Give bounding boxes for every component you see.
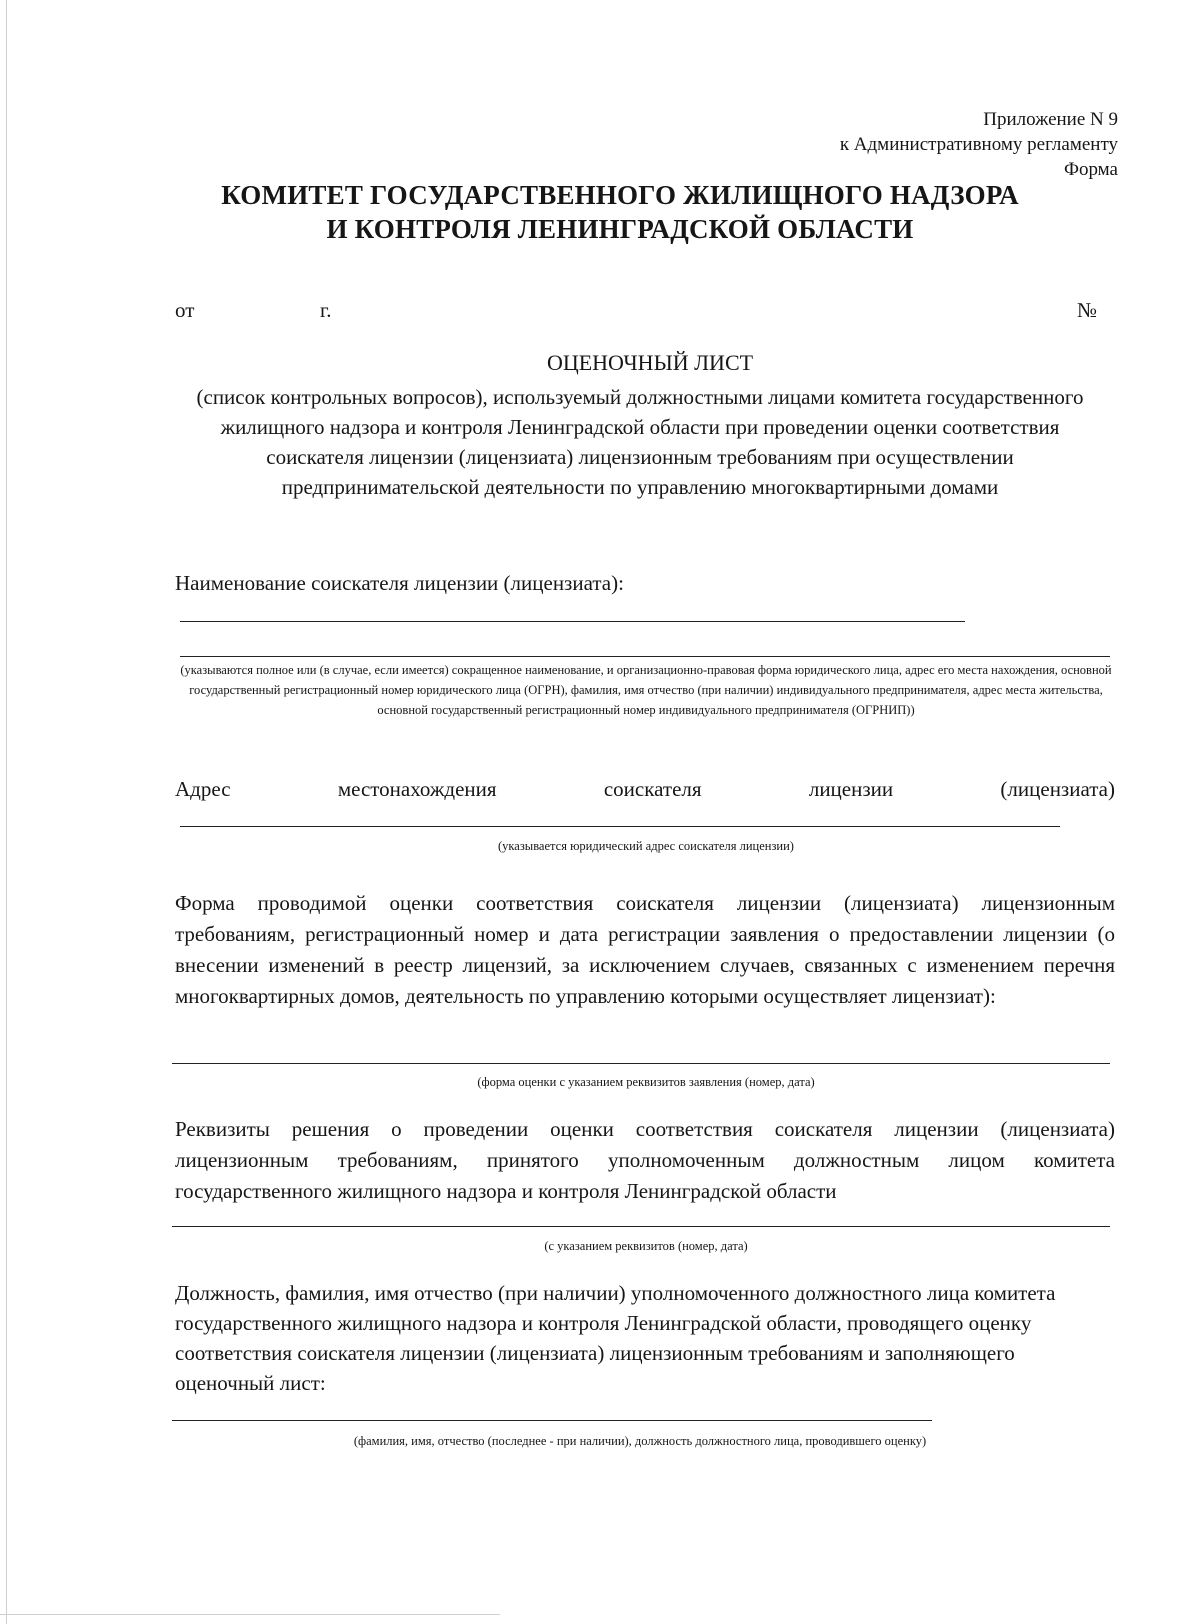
document-title: ОЦЕНОЧНЫЙ ЛИСТ	[546, 350, 754, 375]
applicant-name-label: Наименование соискателя лицензии (лицензиата):	[175, 571, 624, 595]
applicant-address-line	[180, 826, 1060, 827]
document-number-label: №	[1077, 298, 1098, 322]
appendix-block	[840, 107, 1118, 182]
applicant-address-label: Адрес местонахождения соискателя лицензии (лицензиата)	[175, 777, 1115, 801]
official-line	[172, 1420, 932, 1421]
date-from-label: от	[175, 298, 195, 322]
form-label: Форма	[1063, 159, 1118, 180]
applicant-name-note: (указываются полное или (в случае, если имеется) сокращенное наименование, и организационно-правовая форма юридического лица, адрес его места нахождения, основной государственный регистрационный номер юридического лица (ОГРН), фамилия, имя отчество (при наличии) индивидуального предпринимателя, адрес места жительства, основной государственный регистрационный номер индивидуального предпринимателя (ОГРНИП))	[180, 663, 1112, 717]
appendix-number: Приложение N 9	[983, 109, 1118, 130]
applicant-name-line-2	[180, 656, 1110, 657]
decision-note: (с указанием реквизитов (номер, дата)	[544, 1239, 748, 1253]
assessment-form-line	[172, 1063, 1110, 1064]
document-subtitle: (список контрольных вопросов), используемый должностными лицами комитета государственного жилищного надзора и контроля Ленинградской области при проведении оценки соответствия соискателя лицензии (лицензиата) лицензионным требованиям при осуществлении предпринимательской деятельности по управлению многоквартирными домами	[196, 385, 1084, 499]
date-year-label: г.	[320, 298, 332, 322]
official-label: Должность, фамилия, имя отчество (при наличии) уполномоченного должностного лица комитета государственного жилищного надзора и контроля Ленинградской области, проводящего оценку соответствия соискателя лицензии (лицензиата) лицензионным требованиям и заполняющего оценочный лист:	[175, 1281, 1056, 1395]
assessment-form-note: (форма оценки с указанием реквизитов заявления (номер, дата)	[477, 1075, 815, 1089]
decision-label: Реквизиты решения о проведении оценки соответствия соискателя лицензии (лицензиата) лицензионным требованиям, принятого уполномоченным должностным лицом комитета государственного жилищного надзора и контроля Ленинградской области	[175, 1117, 1115, 1203]
applicant-name-line	[180, 621, 965, 622]
regulation-reference: к Административному регламенту	[839, 134, 1118, 155]
committee-heading	[0, 178, 1200, 246]
official-note: (фамилия, имя, отчество (последнее - при наличии), должность должностного лица, проводившего оценку)	[353, 1434, 927, 1448]
applicant-address-note: (указывается юридический адрес соискателя лицензии)	[498, 839, 794, 853]
committee-line-1: КОМИТЕТ ГОСУДАРСТВЕННОГО ЖИЛИЩНОГО НАДЗОРА	[221, 180, 1019, 210]
scan-edge-bottom	[0, 1614, 500, 1615]
committee-line-2: И КОНТРОЛЯ ЛЕНИНГРАДСКОЙ ОБЛАСТИ	[326, 214, 914, 244]
decision-line	[172, 1226, 1110, 1227]
assessment-form-label: Форма проводимой оценки соответствия соискателя лицензии (лицензиата) лицензионным требованиям, регистрационный номер и дата регистрации заявления о предоставлении лицензии (о внесении изменений в реестр лицензий, за исключением случаев, связанных с изменением перечня многоквартирных домов, деятельность по управлению которыми осуществляет лицензиат):	[175, 891, 1115, 1008]
